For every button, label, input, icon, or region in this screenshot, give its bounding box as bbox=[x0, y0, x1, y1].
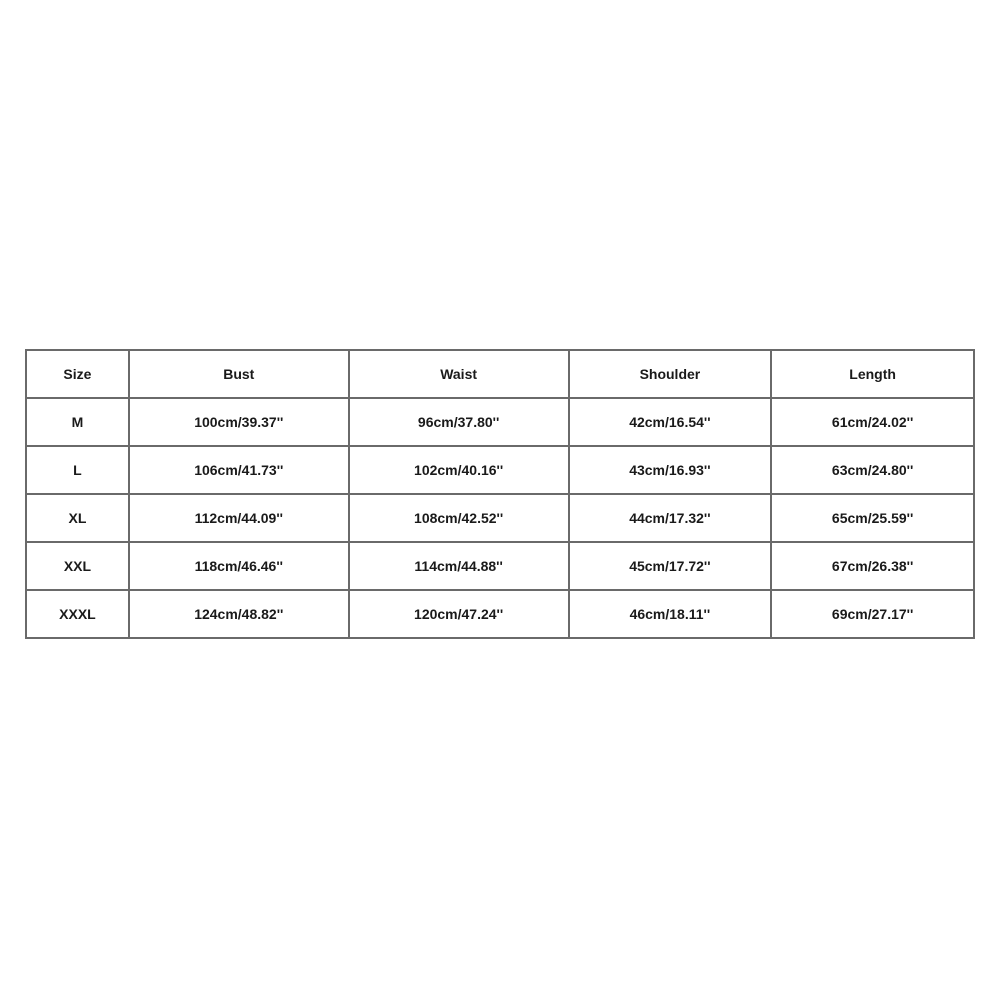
shoulder-cell: 43cm/16.93'' bbox=[569, 446, 772, 494]
shoulder-cell: 42cm/16.54'' bbox=[569, 398, 772, 446]
size-cell: XXXL bbox=[26, 590, 129, 638]
table-row bbox=[26, 446, 974, 494]
shoulder-cell: 44cm/17.32'' bbox=[569, 494, 772, 542]
length-cell: 61cm/24.02'' bbox=[771, 398, 974, 446]
bust-cell: 100cm/39.37'' bbox=[129, 398, 349, 446]
length-cell: 65cm/25.59'' bbox=[771, 494, 974, 542]
bust-cell: 112cm/44.09'' bbox=[129, 494, 349, 542]
shoulder-cell: 46cm/18.11'' bbox=[569, 590, 772, 638]
header-bust: Bust bbox=[129, 350, 349, 398]
bust-cell: 118cm/46.46'' bbox=[129, 542, 349, 590]
size-cell: L bbox=[26, 446, 129, 494]
size-chart-table bbox=[25, 349, 975, 639]
size-cell: XL bbox=[26, 494, 129, 542]
header-size: Size bbox=[26, 350, 129, 398]
length-cell: 67cm/26.38'' bbox=[771, 542, 974, 590]
header-waist: Waist bbox=[349, 350, 569, 398]
header-row bbox=[26, 350, 974, 398]
waist-cell: 96cm/37.80'' bbox=[349, 398, 569, 446]
table-row bbox=[26, 590, 974, 638]
waist-cell: 102cm/40.16'' bbox=[349, 446, 569, 494]
table-row bbox=[26, 398, 974, 446]
size-cell: XXL bbox=[26, 542, 129, 590]
waist-cell: 108cm/42.52'' bbox=[349, 494, 569, 542]
bust-cell: 106cm/41.73'' bbox=[129, 446, 349, 494]
table-row bbox=[26, 542, 974, 590]
bust-cell: 124cm/48.82'' bbox=[129, 590, 349, 638]
size-cell: M bbox=[26, 398, 129, 446]
length-cell: 63cm/24.80'' bbox=[771, 446, 974, 494]
waist-cell: 120cm/47.24'' bbox=[349, 590, 569, 638]
table-row bbox=[26, 494, 974, 542]
waist-cell: 114cm/44.88'' bbox=[349, 542, 569, 590]
shoulder-cell: 45cm/17.72'' bbox=[569, 542, 772, 590]
length-cell: 69cm/27.17'' bbox=[771, 590, 974, 638]
header-shoulder: Shoulder bbox=[569, 350, 772, 398]
header-length: Length bbox=[771, 350, 974, 398]
